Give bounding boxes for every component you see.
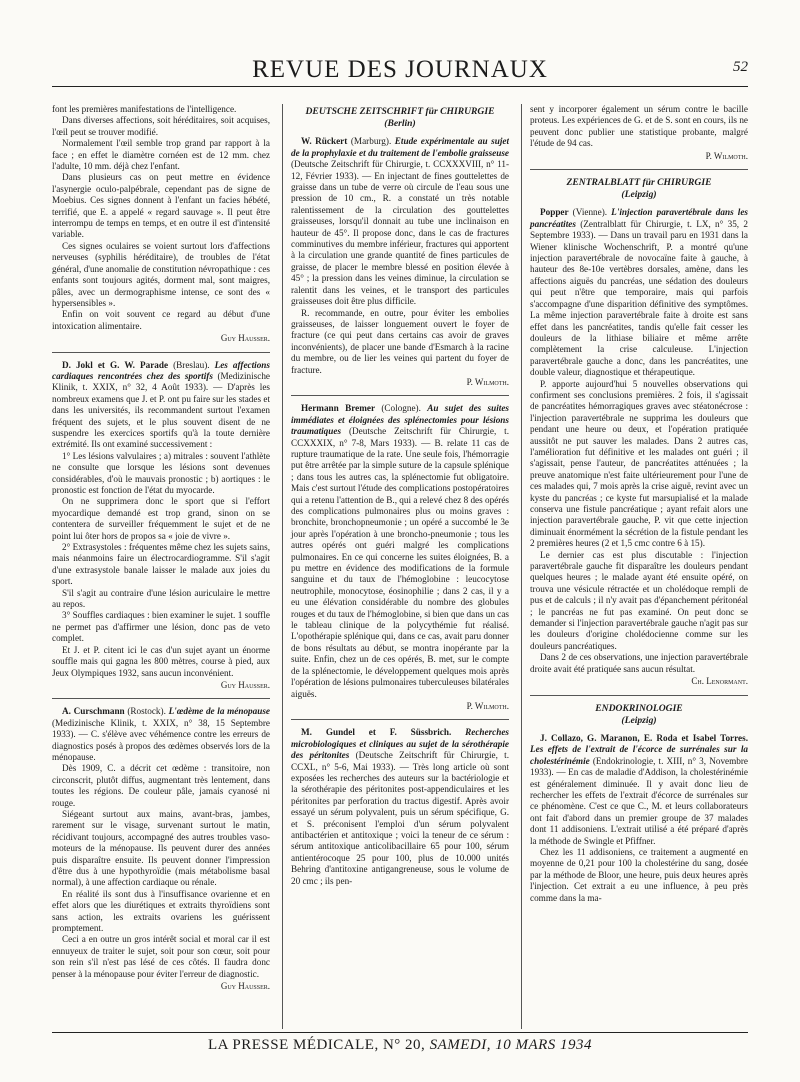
paragraph: Dès 1909, C. a décrit cet œdème : transitoire, non circonscrit, plutôt diffus, augmentant très lentement, dans toutes les régions. De couleur pâle, jamais cyanosé ni rouge.	[52, 763, 270, 808]
article-bremer	[291, 403, 509, 700]
paragraph: R. recommande, en outre, pour éviter les embolies graisseuses, de laisser longuement ouvert le foyer de fracture (ce qui peut dans certains cas avoir de graves inconvénients), de placer une bande d'Esmarch à la racine du membre, ou de lier les veines qui partent du foyer de fracture.	[291, 307, 509, 375]
article-body: (Endokrinologie, t. XIII, n° 3, Novembre 1933). — En cas de maladie d'Addison, la cholestérinémie est généralement diminuée. Il y avait donc lieu de rechercher les effets de l'extrait d'écorce de surrénales sur ce phénomène. C'est ce que C., M. et leurs collaborateurs ont fait d'abord dans un premier groupe de 37 malades dont 11 addisoniens. L'extrait utilisé a été préparé d'après la méthode de Swingle et Pfiffner.	[530, 755, 748, 846]
article-title: L'injection paravertébrale dans les pancréatites	[530, 207, 748, 229]
footer-journal: LA PRESSE MÉDICALE, N° 20,	[207, 1037, 430, 1053]
article-ruckert	[291, 136, 509, 307]
article-location: (Rostock).	[124, 706, 169, 717]
article-title: Les affections cardiaques rencontrées chez des sportifs	[52, 359, 270, 381]
article-popper	[530, 207, 748, 378]
paragraph: Ces signes oculaires se voient surtout lors d'affections nerveuses (syphilis héréditaire), de troubles de l'état général, d'une anomalie de constitution névropathique : ces enfants sont toujours agités, dorment mal, sont maigres, pâles, avec un dermographisme intense, ce sont des « hypersensibles ».	[52, 240, 270, 308]
paragraph: On ne supprimera donc le sport que si l'effort myocardique demandé est trop grand, sinon on se contentera de surveiller fréquemment le sujet et de ne point lui ôter hors de propos sa « joie de vivre ».	[52, 496, 270, 541]
article-authors: D. Jokl et G. W. Parade	[62, 359, 169, 370]
article-title: Les effets de l'extrait de l'écorce de surrénales sur la cholestérinémie	[530, 744, 748, 766]
article-body: (Zentralblatt für Chirurgie, t. LX, n° 35, 2 Septembre 1933). — Dans un travail paru en 1931 dans la Wiener klinische Wochenschrift, P. a montré qu'une injection paravertébrale de novocaïne faite à gauche, à hauteur des 8e-10e vertèbres dorsales, amène, dans les affections aiguës du pancréas, une sédation des douleurs qui peut n'être que temporaire, mais qui parfois s'accompagne d'une disparition définitive des symptômes. La même injection paravertébrale faite à droite est sans effet dans les pancréatites, tandis qu'elle fait cesser les douleurs de la lithiase biliaire et même arrête complètement la crise calculeuse. L'injection paravertébrale gauche a donc, dans les pancréatites, une double valeur, diagnostique et thérapeutique.	[530, 218, 748, 378]
paragraph: 3° Souffles cardiaques : bien examiner le sujet. 1 souffle ne permet pas d'affirmer une lésion, donc pas de veto complet.	[52, 610, 270, 644]
article-divider	[291, 719, 509, 720]
signature: Guy Hausser.	[220, 981, 270, 992]
article-curschmann	[52, 706, 270, 763]
paragraph: Dans 2 de ces observations, une injection paravertébrale droite avait été pratiquée sans aucun résultat.	[530, 652, 748, 674]
journal-heading: ZENTRALBLATT für CHIRURGIE	[566, 177, 712, 189]
article-divider	[52, 352, 270, 353]
journal-city: (Berlin)	[384, 118, 416, 129]
article-divider	[530, 695, 748, 696]
article-body: (Deutsche Zeitschrift für Chirurgie, t. CCXL, n° 5-6, Mai 1933). — Très long article où sont exposées les recherches des auteurs sur la bactériologie et la sérothérapie des péritonites post-appendiculaires et les péritonites par perforation du tractus digestif. Après avoir essayé un sérum polyvalent, puis un sérum spécifique, G. et S. préconisent l'emploi d'un sérum polyvalent antibactérien et antitoxique ; voici la teneur de ce sérum : sérum antitoxique anticolibacillaire 65 pour 100, sérum antientérocoque 25 pour 100, plus de 10.000 unités Behring d'antitoxine antigangreneuse, sous le volume de 20 cmc ; ils pen-	[291, 750, 509, 886]
article-location: (Marburg).	[347, 136, 395, 147]
journal-city: (Leipzig)	[621, 714, 657, 726]
article-divider	[52, 698, 270, 699]
article-gundel-sussbrich	[291, 727, 509, 887]
article-location: (Cologne).	[375, 403, 428, 414]
paragraph: font les premières manifestations de l'intelligence.	[52, 104, 237, 114]
article-body: (Medizinische Klinik, t. XXIX, n° 32, 4 Août 1933). — D'après les nombreux examens que J. et P. ont pu faire sur les stades et dans les universités, ils recommandent surtout l'examen fréquent des sujets, et le plus souvent disent de ne suspendre les exercices sportifs qu'à la toute dernière extrémité. Ils ont examiné successivement :	[52, 370, 270, 450]
paragraph: Chez les 11 addisoniens, ce traitement a augmenté en moyenne de 0,21 pour 100 la cholestérine du sang, dosée par la méthode de Bloor, une heure, puis deux heures après l'injection. Cet extrait a eu une influence, à peu près comme dans la ma-	[530, 846, 748, 903]
paragraph: sent y incorporer également un sérum contre le bacille proteus. Les expériences de G. et de S. sont en cours, ils ne peuvent donc publier une statistique probante, malgré l'étude de 94 cas.	[530, 104, 748, 149]
signature: P. Wilmoth.	[466, 700, 509, 711]
article-collazo	[530, 733, 748, 847]
page-footer	[52, 1032, 748, 1061]
footer-date: SAMEDI, 10 MARS 1934	[429, 1037, 593, 1053]
article-title: Etude expérimentale au sujet de la prophylaxie et du traitement de l'embolie graisseuse	[291, 136, 509, 158]
article-authors: W. Rückert	[301, 136, 348, 147]
column-1	[52, 104, 270, 1029]
paragraph: Dans diverses affections, soit héréditaires, soit acquises, l'œil peut se trouver modifié.	[52, 115, 270, 137]
signature: P. Wilmoth.	[705, 150, 748, 161]
article-title: L'œdème de la ménopause	[168, 706, 270, 717]
paragraph: En réalité ils sont dus à l'insuffisance ovarienne et en effet alors que les diurétiques et extraits thyroïdiens sont sans action, les extraits ovariens les guérissent promptement.	[52, 888, 270, 934]
article-divider	[291, 395, 509, 396]
journal-heading: ENDOKRINOLOGIE	[595, 702, 683, 714]
paragraph: Ceci a en outre un gros intérêt social et moral car il est ennuyeux de traiter le sujet, soit pour son cœur, soit pour son rein s'il n'est pas lésé de ces côtés. Il faudra donc penser à la ménopause pour éviter l'erreur de diagnostic.	[52, 934, 270, 979]
article-authors: Hermann Bremer	[301, 403, 376, 414]
article-authors: J. Collazo, G. Maranon, E. Roda et Isabel Torres.	[540, 732, 748, 743]
article-divider	[530, 169, 748, 170]
paragraph: Siégeant surtout aux mains, avant-bras, jambes, rarement sur le visage, survenant surtout le matin, récidivant toujours, accompagné des autres troubles vaso-moteurs de la ménopause. Ils peuvent durer des années puis disparaître ensuite. Ils peuvent donner l'impression d'être dus à une hypothyroïdie (mais métabolisme basal normal), à une affection cardiaque ou rénale.	[52, 808, 270, 888]
journal-city: (Leipzig)	[621, 189, 657, 201]
signature: Guy Hausser.	[220, 679, 270, 690]
article-body: (Deutsche Zeitschrift für Chirurgie, t. CCXXXVIII, n° 11-12, Février 1933). — En injectant de fines gouttelettes de graisse dans un tube de verre où circule de l'eau sous une pression de 10 cm., R. a constaté un très notable ralentissement de la circulation des gouttelettes graisseuses, lorsqu'il donnait au tube une inclinaison en hauteur de 45°. Il propose donc, dans le cas de fractures comminutives du membre inférieur, fractures qui apportent à la circulation une grande quantité de fines particules de graisse, de placer le membre blessé en position élevée à 45° ; la pression dans les veines diminue, la circulation se ralentit dans les veines, et le transport des particules graisseuses doit être plus difficile.	[291, 159, 509, 307]
paragraph: 1° Les lésions valvulaires ; a) mitrales : souvent l'athlète ne consulte que lorsque les lésions sont devenues considérables, d'où le mauvais pronostic ; b) aortiques : le pronostic est fonction de l'état du myocarde.	[52, 450, 270, 495]
paragraph: Le dernier cas est plus discutable : l'injection paravertébrale gauche fit disparaître les douleurs pendant quelques heures ; le malade ayant été ensuite opéré, on trouva une vésicule rétractée et un cholédoque rempli de pus et de calculs ; il n'y avait pas d'épanchement péritonéal ; le pancréas ne fut pas examiné. On peut donc se demander si l'injection paravertébrale gauche n'agit pas sur les douleurs d'origine cholédocienne comme sur les douleurs pancréatiques.	[530, 549, 748, 651]
article-authors: M. Gundel et F. Süssbrich.	[301, 727, 452, 738]
article-columns	[52, 104, 748, 1029]
page-header	[52, 50, 748, 87]
article-location: (Breslau).	[168, 359, 215, 370]
paragraph: Enfin on voit souvent ce regard au début d'une intoxication alimentaire.	[52, 309, 270, 331]
signature: P. Wilmoth.	[466, 376, 509, 387]
signature: Ch. Lenormant.	[691, 676, 748, 687]
page-number: 52	[733, 59, 748, 75]
article-location: (Vienne).	[568, 207, 612, 218]
paragraph: P. apporte aujourd'hui 5 nouvelles observations qui confirment ses conclusions premières. 2 fois, il s'agissait de pancréatites hémorragiques graves avec stéatonécrose : l'injection paravertébrale ne supprima les douleurs que pendant une heure ou deux, et l'opération pratiquée aussitôt ne put sauver les malades. Dans 2 autres cas, l'amélioration fut définitive et les malades ont guéri ; il s'agissait, pense l'auteur, de pancréatites atténuées ; la preuve anatomique n'est faite ultérieurement pour l'une de ces malades qui, 7 mois après la crise aiguë, revint avec un kyste du pancréas ; ce kyste fut marsupialisé et la malade conserva une fistule pancréatique ; ayant refait alors une injection paravertébrale gauche, P. vit que cette injection diminuait énormément la sécrétion de la fistule pendant les 2 premières heures (2 et 1,5 cmc contre 6 à 15).	[530, 378, 748, 549]
paragraph: 2° Extrasystoles : fréquentes même chez les sujets sains, mais néanmoins faire un électrocardiogramme. S'il s'agit d'une extrasystole banale laisser le malade aux joies du sport.	[52, 542, 270, 587]
article-title: Au sujet des suites immédiates et éloignées des splénectomies pour lésions traumatiques	[291, 403, 509, 437]
journal-heading: DEUTSCHE ZEITSCHRIFT für CHIRURGIE	[305, 106, 495, 117]
article-body: (Deutsche Zeitschrift für Chirurgie, t. CCXXXIX, n° 7-8, Mars 1933). — B. relate 11 cas de rupture traumatique de la rate. Une seule fois, l'hémorragie put être arrêtée par la simple suture de la capsule splénique ; dans tous les autres cas, la splénectomie fut obligatoire. Mais c'est surtout l'étude des complications postopératoires qui a retenu l'attention de B., qui a relevé chez 8 des opérés des complications pulmonaires plus ou moins graves : bronchite, bronchopneumonie ; un opéré a succombé le 3e jour après l'opération à une broncho-pneumonie ; tous les autres opérés ont guéri malgré les complications pulmonaires. En ce qui concerne les suites éloignées, B. a pu mettre en évidence des modifications de la formule sanguine et du taux de l'hémoglobine : leucocytose neutrophile, monocytose, éosinophilie ; dans 2 cas, il y a eu une élévation considérable du nombre des globules rouges et du taux de l'hémoglobine, si bien que dans un cas le tableau clinique de la polycythémie fut réalisé. L'opothérapie splénique qui, dans ce cas, avait paru donner de bons résultats au début, se montra inopérante par la suite. Enfin, chez un de ces opérés, B. met, sur le compte de la splénectomie, le développement quelques mois après l'opération de lésions pulmonaires tuberculeuses bilatérales aiguës.	[291, 426, 509, 699]
article-title: Recherches microbiologiques et cliniques au sujet de la sérothérapie des péritonites	[291, 727, 509, 761]
article-body: (Medizinische Klinik, t. XXIX, n° 38, 15 Septembre 1933). — C. s'élève avec véhémence contre les erreurs de diagnostics posés à propos des œdèmes observés lors de la ménopause.	[52, 717, 270, 762]
article-authors: A. Curschmann	[62, 706, 125, 717]
paragraph: Et J. et P. citent ici le cas d'un sujet ayant un énorme souffle mais qui gagna les 800 mètres, course à pied, aux Jeux Olympiques 1932, sans aucun inconvénient.	[52, 644, 270, 678]
paragraph: Dans plusieurs cas on peut mettre en évidence l'asynergie oculo-palpébrale, cependant pas de signe de Moebius. Ces signes donnent à l'enfant un facies hébété, terrifié, que E. a appelé « regard sauvage ». Il peut être interrompu de temps en temps, et en outre il est d'intensité variable.	[52, 172, 270, 240]
article-authors: Popper	[540, 207, 569, 218]
journal-section-title: REVUE DES JOURNAUX	[252, 56, 548, 83]
paragraph: S'il s'agit au contraire d'une lésion auriculaire le mettre au repos.	[52, 587, 270, 610]
column-2	[282, 104, 509, 1029]
paragraph: Normalement l'œil semble trop grand par rapport à la face ; en effet le diamètre cornéen est de 12 mm. chez l'adulte, 10 mm. déjà chez l'enfant.	[52, 138, 270, 172]
column-3	[521, 104, 748, 1029]
signature: Guy Hausser.	[220, 333, 270, 344]
article-jokl-parade	[52, 360, 270, 451]
